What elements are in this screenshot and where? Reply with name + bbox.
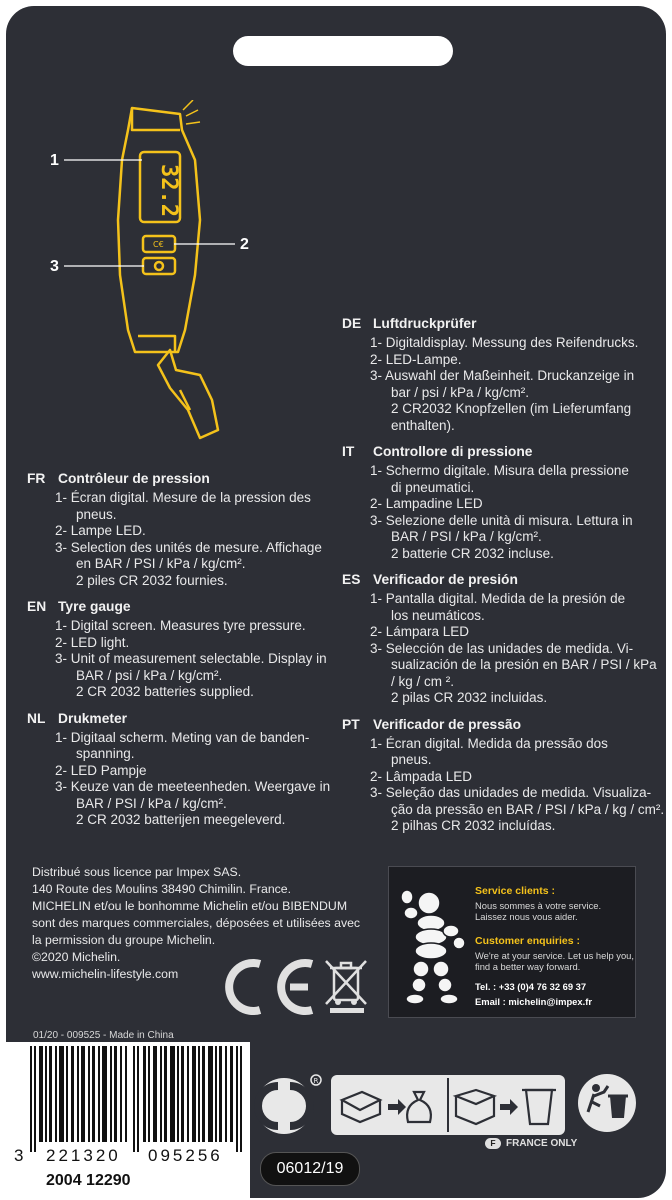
bibendum-mascot-icon xyxy=(393,881,473,1009)
section-code: ES xyxy=(342,572,361,587)
section-line: 1- Schermo digitale. Misura della pressione xyxy=(370,463,629,478)
section-line: 2- LED-Lampe. xyxy=(370,351,462,367)
section-line: 2 piles CR 2032 fournies. xyxy=(76,572,228,588)
section-line: en BAR / PSI / kPa / kg/cm². xyxy=(76,556,246,571)
section-line: 1- Digitaal scherm. Meting van de banden- xyxy=(55,729,310,745)
callout-1: 1 xyxy=(50,152,59,169)
section-nl xyxy=(27,710,331,829)
section-line: BAR / PSI / kPa / kg/cm². xyxy=(391,529,542,544)
section-line: 2- LED light. xyxy=(55,634,130,650)
france-only-label: FRANCE ONLY xyxy=(506,1138,578,1149)
barcode-digit-first: 3 xyxy=(14,1146,24,1165)
section-line: 3- Auswahl der Maßeinheit. Druckanzeige in xyxy=(370,368,635,383)
section-line: 1- Écran digital. Medida da pressão dos xyxy=(370,735,608,751)
section-title: Tyre gauge xyxy=(58,599,131,614)
section-line: 1- Écran digital. Mesure de la pression des xyxy=(55,490,311,505)
section-pt xyxy=(342,716,665,835)
legal-line: Distribué sous licence par Impex SAS. xyxy=(32,865,242,879)
section-line: BAR / PSI / kPa / kg/cm². xyxy=(76,795,227,811)
display-reading: 32.2 xyxy=(156,164,181,217)
weee-bin-icon xyxy=(322,958,372,1018)
hang-hole xyxy=(233,36,453,66)
section-line: 3- Selezione delle unità di misura. Lettura in xyxy=(370,512,633,528)
section-line: 3- Selección de las unidades de medida. Vi- xyxy=(370,640,634,656)
section-code: FR xyxy=(27,471,46,486)
section-code: PT xyxy=(342,716,360,732)
section-title: Controllore di pressione xyxy=(373,444,533,459)
section-line: 3- Seleção das unidades de medida. Visualiza- xyxy=(370,785,652,800)
section-line: enthalten). xyxy=(391,417,455,433)
section-code: NL xyxy=(27,710,46,726)
tyre-gauge-diagram xyxy=(40,100,240,445)
section-line: sualización de la presión en BAR / PSI / kPa xyxy=(391,657,657,672)
website-link[interactable]: www.michelin-lifestyle.com xyxy=(32,967,179,981)
barcode-label xyxy=(6,1042,250,1198)
section-line: 2- Lampe LED. xyxy=(55,523,146,538)
section-code: EN xyxy=(27,599,47,614)
section-title: Verificador de pressão xyxy=(373,716,521,732)
triman-sorting-icon xyxy=(330,1074,566,1136)
section-line: 3- Unit of measurement selectable. Display in xyxy=(55,651,327,666)
section-title: Verificador de presión xyxy=(373,572,518,587)
service-text-fr: Nous sommes à votre service. xyxy=(475,900,602,911)
legal-notice xyxy=(32,864,372,983)
section-line: spanning. xyxy=(76,746,135,761)
made-in-label: 01/20 - 009525 - Made in China xyxy=(33,1030,174,1041)
batch-code: 06012/19 xyxy=(260,1152,360,1186)
legal-line: 140 Route des Moulins 38490 Chimilin. France. xyxy=(32,882,292,896)
section-line: 2 CR 2032 batterijen meegeleverd. xyxy=(76,812,286,827)
section-line: BAR / psi / kPa / kg/cm². xyxy=(76,667,223,683)
section-it xyxy=(342,444,642,562)
section-line: 1- Digitaldisplay. Messung des Reifendrucks. xyxy=(370,335,639,350)
section-line: 2 CR2032 Knopfzellen (im Lieferumfang xyxy=(391,401,632,416)
section-line: 3- Keuze van de meeteenheden. Weergave in xyxy=(55,779,331,794)
section-line: 1- Digital screen. Measures tyre pressure. xyxy=(55,618,306,633)
section-line: 2 CR 2032 batteries supplied. xyxy=(76,684,254,699)
section-line: / kg / cm ². xyxy=(391,673,455,689)
legal-line: sont des marques commerciales, déposées et utilisées avec xyxy=(32,916,361,930)
callout-2: 2 xyxy=(240,236,249,253)
sku-number: 2004 12290 xyxy=(46,1172,131,1189)
text-column-right xyxy=(342,316,665,835)
section-en xyxy=(27,599,327,701)
barcode-group-left: 221320 xyxy=(46,1146,121,1165)
svg-text:R: R xyxy=(313,1077,319,1085)
green-dot-icon xyxy=(254,1072,324,1136)
service-title-fr: Service clients : xyxy=(475,885,555,897)
section-line: ção da pressão en BAR / PSI / kPa / kg / cm². xyxy=(391,801,665,817)
section-line: 2- Lámpara LED xyxy=(370,624,470,639)
france-badge: F xyxy=(485,1138,501,1149)
service-text-fr: Laissez nous vous aider. xyxy=(475,911,578,922)
svg-text:C€: C€ xyxy=(153,240,164,249)
legal-line: la permission du groupe Michelin. xyxy=(32,933,216,947)
section-line: 3- Selection des unités de mesure. Affichage xyxy=(55,539,322,555)
section-title: Contrôleur de pression xyxy=(58,471,210,486)
service-text-en: find a better way forward. xyxy=(475,961,581,972)
ce-mark-icon xyxy=(216,958,320,1016)
section-line: 2 batterie CR 2032 incluse. xyxy=(391,545,554,561)
tidyman-bin-icon xyxy=(574,1072,640,1134)
section-line: pneus. xyxy=(391,752,432,767)
section-code: IT xyxy=(342,444,355,459)
text-column-left xyxy=(27,471,331,829)
section-title: Luftdruckprüfer xyxy=(373,316,477,331)
legal-line: ©2020 Michelin. xyxy=(32,950,121,964)
service-email[interactable]: Email : michelin@impex.fr xyxy=(475,996,592,1007)
section-code: DE xyxy=(342,316,362,331)
section-line: 2- Lampadine LED xyxy=(370,496,483,511)
barcode-group-right: 095256 xyxy=(148,1146,223,1165)
callout-3: 3 xyxy=(50,258,59,275)
section-line: 1- Pantalla digital. Medida de la presión de xyxy=(370,591,626,606)
section-line: pneus. xyxy=(76,506,117,522)
section-line: 2- LED Pampje xyxy=(55,762,147,778)
section-es xyxy=(342,572,657,707)
barcode-bars xyxy=(30,1046,244,1152)
section-line: di pneumatici. xyxy=(391,479,475,495)
section-line: 2 pilhas CR 2032 incluídas. xyxy=(391,818,556,833)
service-text-en: We're at your service. Let us help you, xyxy=(475,950,634,961)
service-title-en: Customer enquiries : xyxy=(475,935,581,947)
service-phone[interactable]: Tel. : +33 (0)4 76 32 69 37 xyxy=(475,981,587,992)
section-title: Drukmeter xyxy=(58,710,128,726)
section-line: los neumáticos. xyxy=(391,607,485,623)
legal-line: MICHELIN et/ou le bonhomme Michelin et/ou BIBENDUM xyxy=(32,899,348,913)
section-line: 2 pilas CR 2032 incluidas. xyxy=(391,690,548,705)
service-box xyxy=(388,866,636,1018)
section-line: 2- Lâmpada LED xyxy=(370,768,473,784)
section-fr xyxy=(27,471,327,589)
section-de xyxy=(342,316,642,434)
section-line: bar / psi / kPa / kg/cm². xyxy=(391,384,530,400)
